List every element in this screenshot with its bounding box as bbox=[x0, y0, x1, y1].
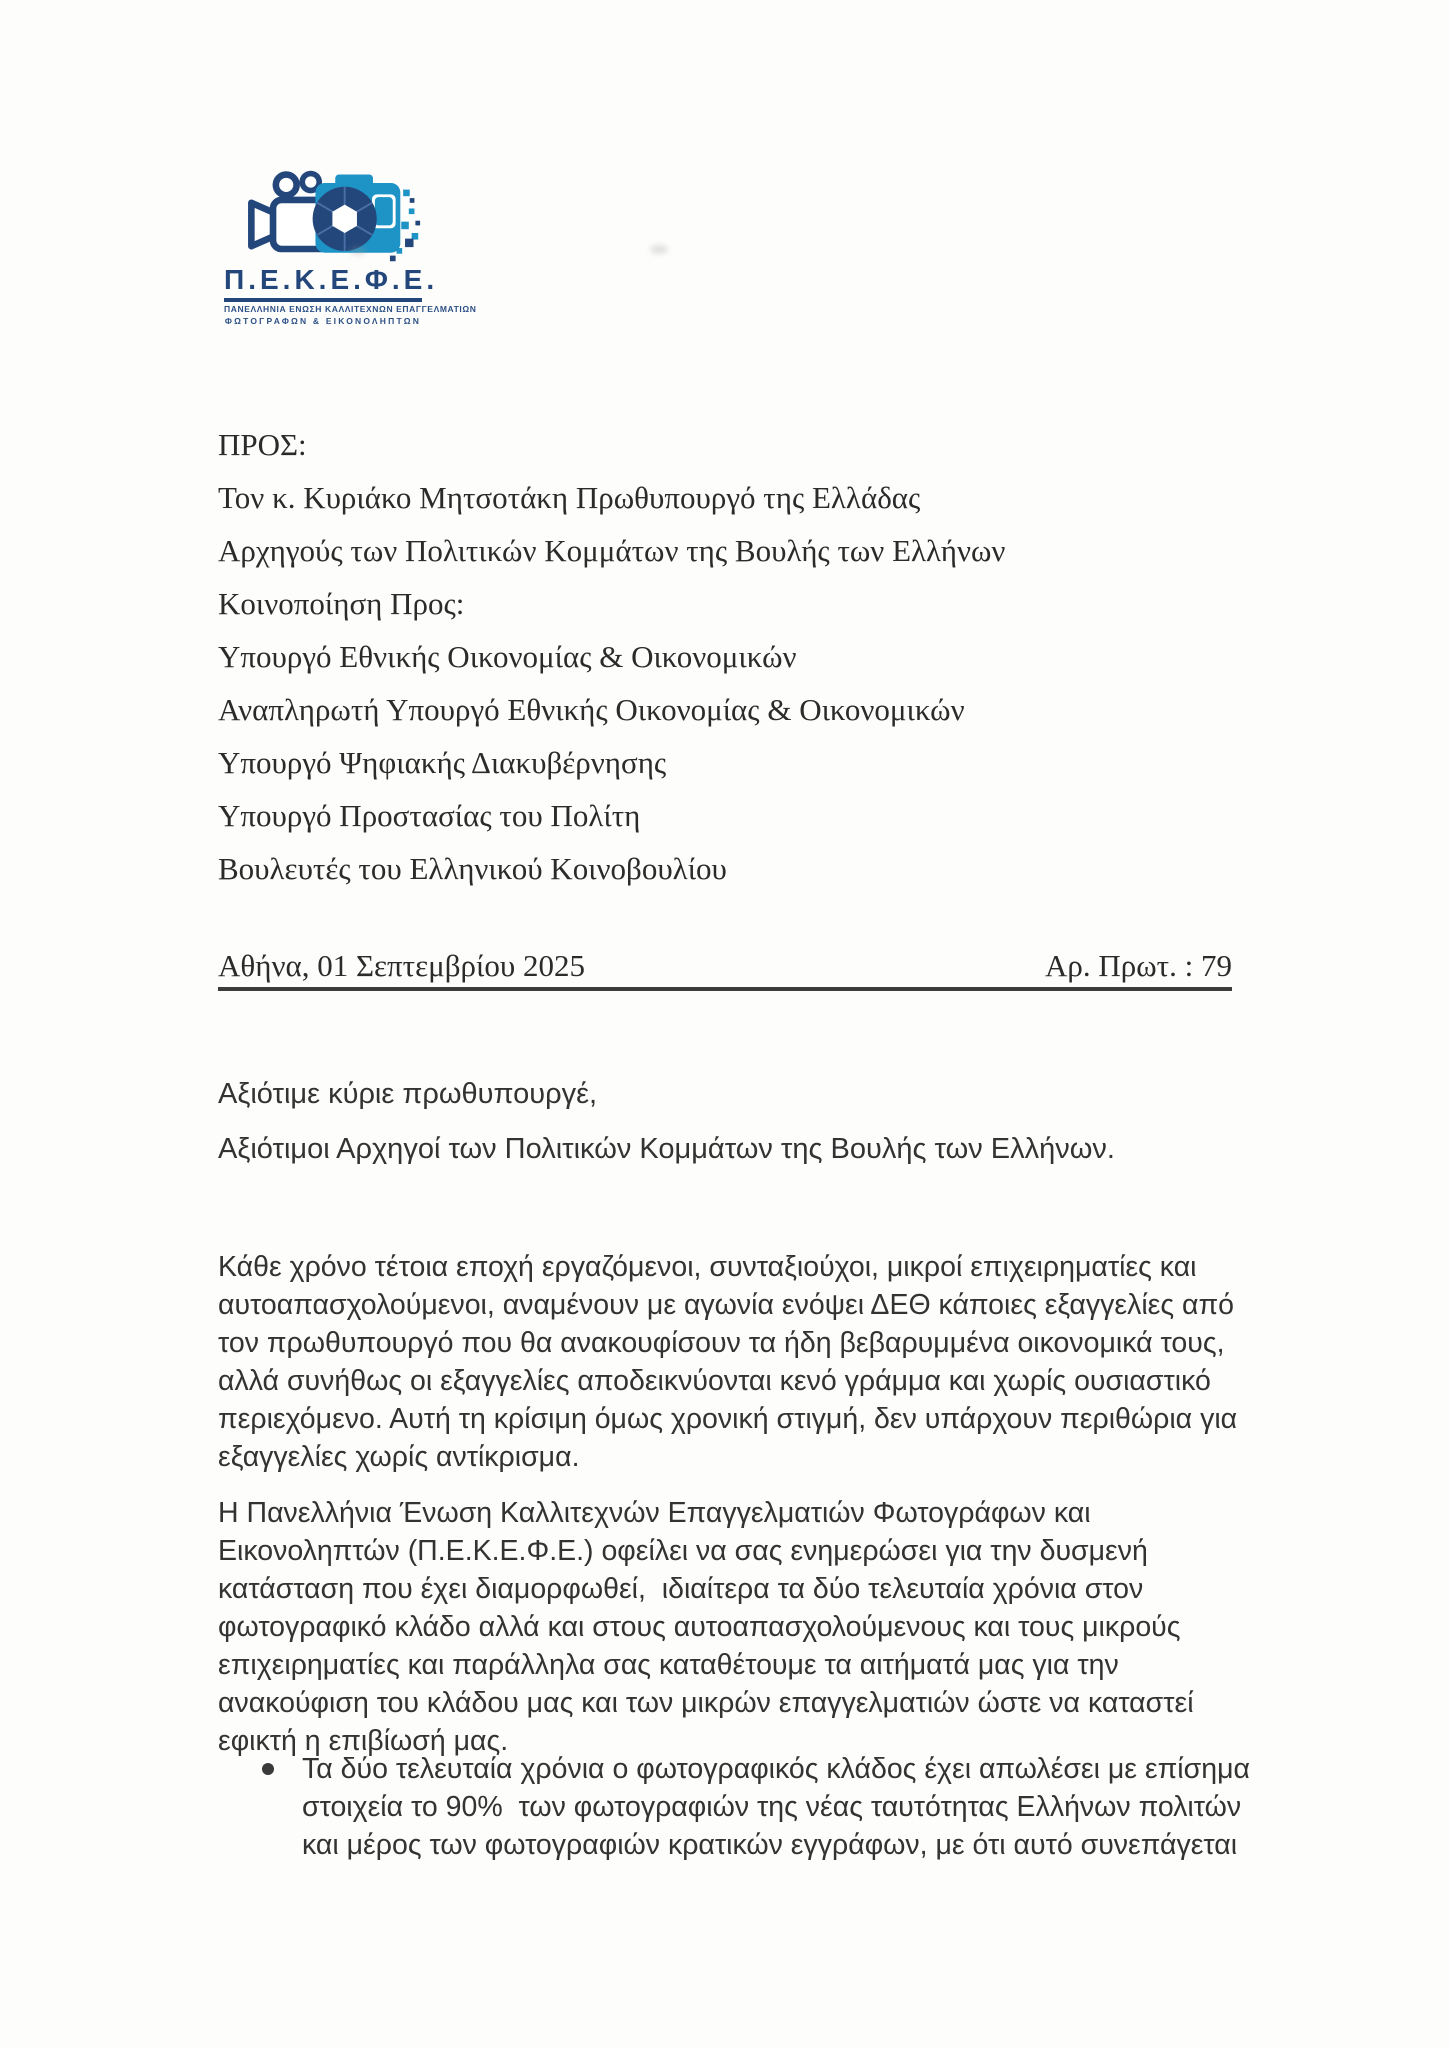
recipient-line: Κοινοποίηση Προς: bbox=[218, 586, 465, 621]
recipient-line: Υπουργό Προστασίας του Πολίτη bbox=[218, 798, 641, 833]
logo-subtitle-line1: ΠΑΝΕΛΛΗΝΙΑ ΕΝΩΣΗ ΚΑΛΛΙΤΕΧΝΩΝ ΕΠΑΓΓΕΛΜΑΤΙΩΝ bbox=[224, 304, 477, 314]
bullet-marker-icon bbox=[262, 1763, 274, 1775]
salutation-line1: Αξιότιμε κύριε πρωθυπουργέ, bbox=[218, 1078, 598, 1110]
organization-logo bbox=[224, 168, 477, 326]
body-paragraph-1: Κάθε χρόνο τέτοια εποχή εργαζόμενοι, συνταξιούχοι, μικροί επιχειρηματίες και αυτοαπασχολούμενοι, αναμένουν με αγωνία ενόψει ΔΕΘ κάποιες εξαγγελίες από τον πρωθυπουργό που θα ανακουφίσουν τα ήδη βεβαρυμμένα οικονομικά τους, αλλά συνήθως οι εξαγγελίες αποδεικνύονται κενό γράμμα και χωρίς ουσιαστικό περιεχόμενο. Αυτή τη κρίσιμη όμως χρονική στιγμή, δεν υπάρχουν περιθώρια για εξαγγελίες χωρίς αντίκρισμα. bbox=[218, 1251, 1246, 1473]
recipient-line: Υπουργό Ψηφιακής Διακυβέρνησης bbox=[218, 745, 667, 780]
scan-smudge bbox=[650, 245, 668, 254]
dateline-divider bbox=[218, 987, 1232, 991]
scan-smudge bbox=[350, 247, 366, 255]
salutation-line2: Αξιότιμοι Αρχηγοί των Πολιτικών Κομμάτων της Βουλής των Ελλήνων. bbox=[218, 1133, 1115, 1165]
recipients-block bbox=[218, 418, 1278, 895]
bullet-item-text: Τα δύο τελευταία χρόνια ο φωτογραφικός κλάδος έχει απωλέσει με επίσημα στοιχεία το 90% των φωτογραφιών της νέας ταυτότητας Ελλήνων πολιτών και μέρος των φωτογραφιών κρατικών εγγράφων, με ότι αυτό συνεπάγεται bbox=[302, 1753, 1258, 1861]
logo-divider bbox=[224, 298, 422, 302]
place-and-date: Αθήνα, 01 Σεπτεμβρίου 2025 bbox=[218, 948, 585, 983]
bullet-list-item bbox=[262, 1750, 1272, 1864]
recipients-heading: ΠΡΟΣ: bbox=[218, 427, 307, 462]
body-paragraph-2: Η Πανελλήνια Ένωση Καλλιτεχνών Επαγγελματιών Φωτογράφων και Εικονοληπτών (Π.Ε.Κ.Ε.Φ.Ε.) οφείλει να σας ενημερώσει για την δυσμενή κατάσταση που έχει διαμορφωθεί, ιδιαίτερα τα δύο τελευταία χρόνια στον φωτογραφικό κλάδο αλλά και στους αυτοαπασχολούμενους και τους μικρούς επιχειρηματίες και παράλληλα σας καταθέτουμε τα αιτήματά μας για την ανακούφιση του κλάδου μας και των μικρών επαγγελματιών ώστε να καταστεί εφικτή η επιβίωσή μας. bbox=[218, 1497, 1202, 1757]
recipient-line: Τον κ. Κυριάκο Μητσοτάκη Πρωθυπουργό της Ελλάδας bbox=[218, 480, 921, 515]
recipient-line: Αναπληρωτή Υπουργό Εθνικής Οικονομίας & Οικονομικών bbox=[218, 692, 965, 727]
camera-logo-icon bbox=[224, 168, 422, 264]
protocol-number: Αρ. Πρωτ. : 79 bbox=[1045, 948, 1232, 983]
logo-subtitle-line2: ΦΩΤΟΓΡΑΦΩΝ & ΕΙΚΟΝΟΛΗΠΤΩΝ bbox=[224, 316, 422, 326]
dateline-row bbox=[218, 948, 1232, 984]
recipient-line: Υπουργό Εθνικής Οικονομίας & Οικονομικών bbox=[218, 639, 797, 674]
recipient-line: Αρχηγούς των Πολιτικών Κομμάτων της Βουλής των Ελλήνων bbox=[218, 533, 1006, 568]
logo-acronym: Π.Ε.Κ.Ε.Φ.Ε. bbox=[224, 264, 439, 295]
recipient-line: Βουλευτές του Ελληνικού Κοινοβουλίου bbox=[218, 851, 727, 886]
